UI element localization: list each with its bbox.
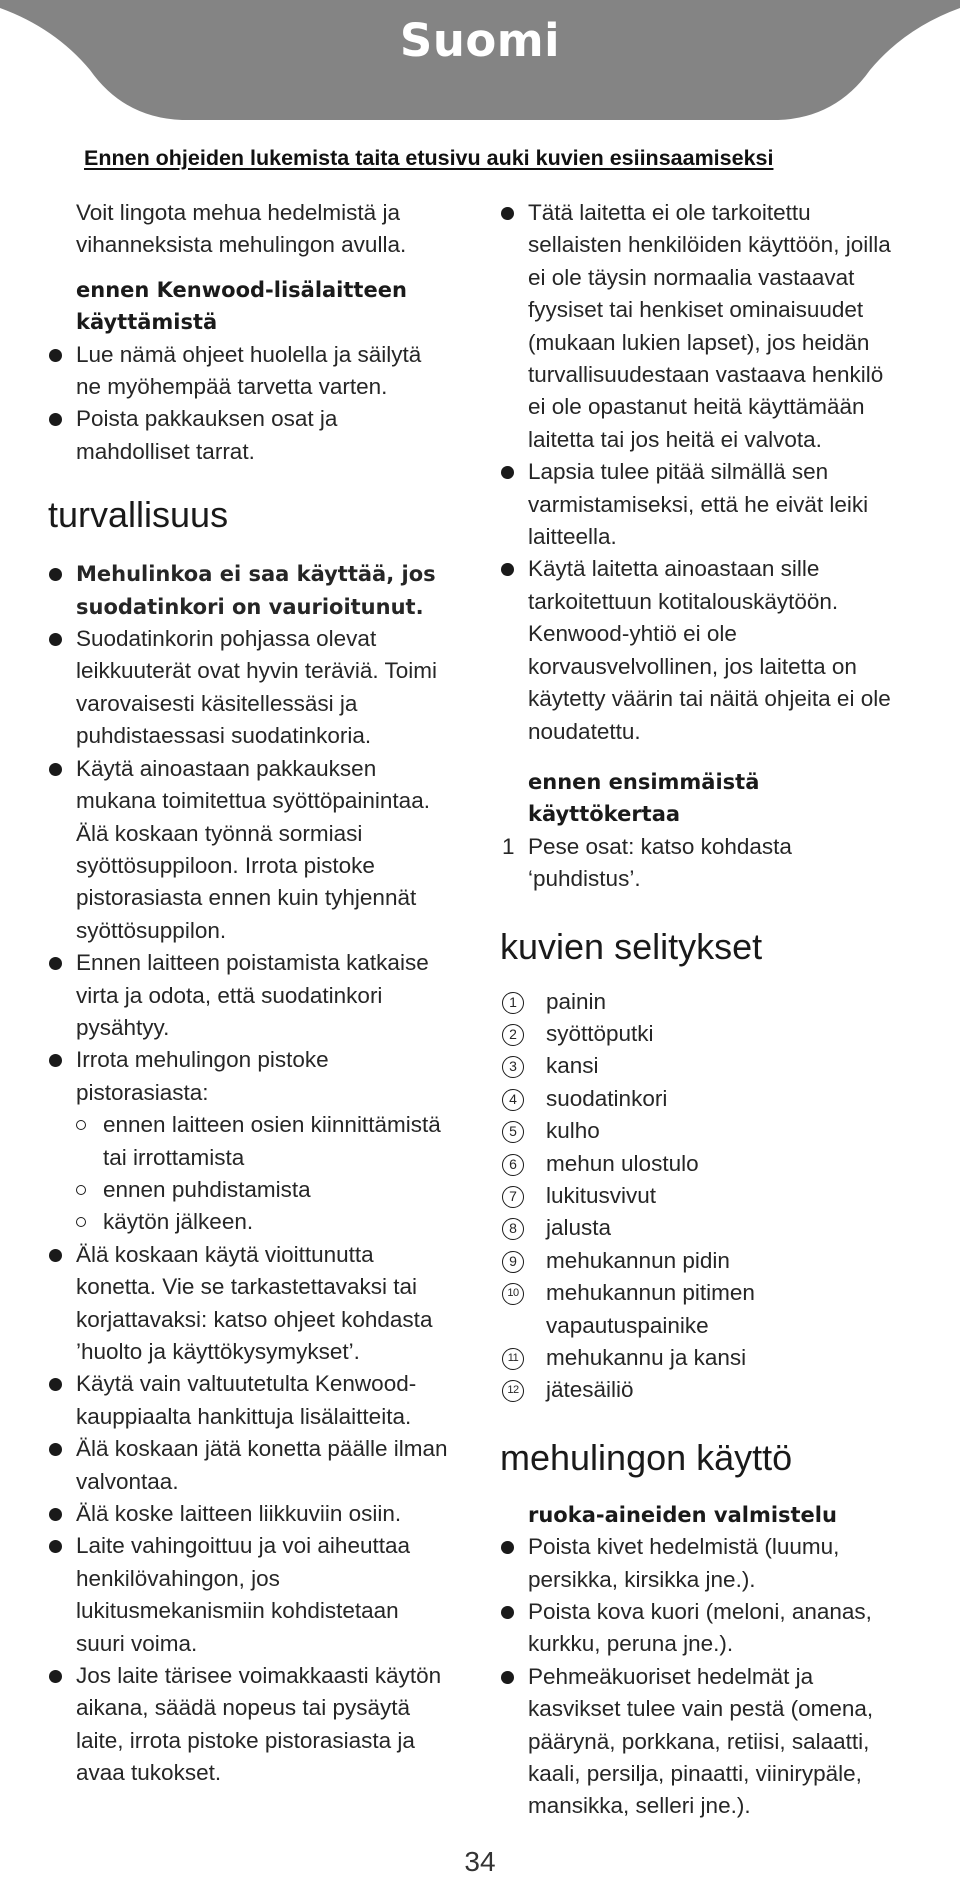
- bullet-icon: [49, 1540, 62, 1553]
- list-item: Irrota mehulingon pistoke pistorasiasta:: [48, 1044, 468, 1109]
- list-item: Poista kivet hedelmistä (luumu, persikka, kirsikka jne.).: [500, 1531, 920, 1596]
- left-column: [48, 197, 468, 1790]
- legend-item: 8 jalusta: [500, 1212, 920, 1244]
- legend-item: 7 lukitusvivut: [500, 1180, 920, 1212]
- usage-heading: mehulingon käyttö: [500, 1436, 793, 1478]
- bullet-icon: [49, 633, 62, 646]
- safety-heading: turvallisuus: [48, 494, 229, 536]
- bullet-icon: [501, 1541, 514, 1554]
- list-item: Suodatinkorin pohjassa olevat leikkuuterät ovat hyvin teräviä. Toimi varovaisesti käsitellessäsi ja puhdistaessasi suodatinkoria.: [48, 623, 468, 753]
- bullet-icon: [49, 1670, 62, 1683]
- right-column: [500, 197, 920, 1823]
- circled-number-icon: 3: [502, 1056, 524, 1078]
- open-circle-bullet-icon: [76, 1185, 86, 1195]
- circled-number-icon: 5: [502, 1121, 524, 1143]
- bullet-icon: [501, 466, 514, 479]
- bullet-icon: [501, 563, 514, 576]
- bullet-icon: [49, 763, 62, 776]
- legend-item: 11 mehukannu ja kansi: [500, 1342, 920, 1374]
- bullet-icon: [49, 568, 62, 581]
- sub-list-item: käytön jälkeen.: [48, 1206, 468, 1238]
- prep-heading: ruoka-aineiden valmistelu: [528, 1502, 837, 1527]
- bullet-icon: [49, 349, 62, 362]
- list-item: Käytä laitetta ainoastaan sille tarkoitettuun kotitalouskäytöön. Kenwood-yhtiö ei ole korvausvelvollinen, jos laitetta on käytetty väärin tai näitä ohjeita ei ole noudatettu.: [500, 553, 920, 747]
- page-title: Suomi: [399, 14, 561, 67]
- step-number: 1: [502, 833, 515, 859]
- safety-list: [48, 623, 468, 1109]
- bullet-icon: [501, 1606, 514, 1619]
- intro-paragraph: Voit lingota mehua hedelmistä ja vihanneksista mehulingon avulla.: [76, 200, 407, 258]
- legend-item: 5 kulho: [500, 1115, 920, 1147]
- list-item: Pehmeäkuoriset hedelmät ja kasvikset tulee vain pestä (omena, päärynä, porkkana, retiisi, salaatti, kaali, persilja, pinaatti, viinirypäle, mansikka, selleri jne.).: [500, 1661, 920, 1823]
- list-item: Käytä vain valtuutetulta Kenwood- kauppiaalta hankittuja lisälaitteita.: [48, 1368, 468, 1433]
- legend-item: 9 mehukannun pidin: [500, 1245, 920, 1277]
- legend-item: 4 suodatinkori: [500, 1083, 920, 1115]
- bullet-icon: [501, 1671, 514, 1684]
- circled-number-icon: 6: [502, 1154, 524, 1176]
- circled-number-icon: 8: [502, 1218, 524, 1240]
- bullet-icon: [49, 413, 62, 426]
- page-number: 34: [464, 1846, 496, 1877]
- circled-number-icon: 12: [502, 1380, 524, 1402]
- list-item: Lapsia tulee pitää silmällä sen varmistamiseksi, että he eivät leiki laitteella.: [500, 456, 920, 553]
- list-item: Älä koskaan käytä vioittunutta konetta. Vie se tarkastettavaksi tai korjattavaksi: katso ohjeet kohdasta ’huolto ja käyttökysymykset’.: [48, 1239, 468, 1369]
- legend-item: 6 mehun ulostulo: [500, 1148, 920, 1180]
- circled-number-icon: 1: [502, 992, 524, 1014]
- circled-number-icon: 7: [502, 1186, 524, 1208]
- legend-item: 10 mehukannun pitimen vapautuspainike: [500, 1277, 920, 1342]
- bullet-icon: [49, 957, 62, 970]
- before-use-heading: ennen Kenwood-lisälaitteen käyttämistä: [76, 277, 407, 335]
- safety-bold-item: Mehulinkoa ei saa käyttää, jos suodatinkori on vaurioitunut.: [48, 558, 468, 623]
- bullet-icon: [49, 1054, 62, 1067]
- open-circle-bullet-icon: [76, 1217, 86, 1227]
- sub-list-item: ennen laitteen osien kiinnittämistä tai irrottamista: [48, 1109, 468, 1174]
- bullet-icon: [49, 1378, 62, 1391]
- list-item: Jos laite tärisee voimakkaasti käytön aikana, säädä nopeus tai pysäytä laite, irrota pistoke pistorasiasta ja avaa tukokset.: [48, 1660, 468, 1790]
- legend-list: [500, 986, 920, 1407]
- prep-list: [500, 1531, 920, 1823]
- circled-number-icon: 10: [502, 1283, 524, 1305]
- safety-list-continued: [48, 1239, 468, 1790]
- safety-list-right: [500, 197, 920, 748]
- circled-number-icon: 9: [502, 1251, 524, 1273]
- first-use-step: 1 Pese osat: katso kohdasta ‘puhdistus’.: [500, 831, 920, 896]
- bullet-icon: [49, 1249, 62, 1262]
- list-item: Laite vahingoittuu ja voi aiheuttaa henkilövahingon, jos lukitusmekanismiin kohdistetaan suuri voima.: [48, 1530, 468, 1660]
- list-item: Tätä laitetta ei ole tarkoitettu sellaisten henkilöiden käyttöön, joilla ei ole täysin normaalia vastaavat fyysiset tai henkiset ominaisuudet (mukaan lukien lapset), jos heidän turvallisuudestaan vastaava henkilö ei ole opastanut heitä käyttämään laitetta tai jos heitä ei valvota.: [500, 197, 920, 456]
- circled-number-icon: 4: [502, 1089, 524, 1111]
- first-use-heading: ennen ensimmäistä käyttökertaa: [528, 769, 760, 827]
- circled-number-icon: 11: [502, 1348, 524, 1370]
- circled-number-icon: 2: [502, 1024, 524, 1046]
- list-item: Ennen laitteen poistamista katkaise virta ja odota, että suodatinkori pysähtyy.: [48, 947, 468, 1044]
- legend-item: 1 painin: [500, 986, 920, 1018]
- unplug-sublist: [48, 1109, 468, 1239]
- bullet-icon: [49, 1508, 62, 1521]
- fold-out-instruction: Ennen ohjeiden lukemista taita etusivu auki kuvien esiinsaamiseksi: [84, 146, 774, 170]
- legend-item: 3 kansi: [500, 1050, 920, 1082]
- bullet-icon: [49, 1443, 62, 1456]
- legend-item: 2 syöttöputki: [500, 1018, 920, 1050]
- list-item: Poista pakkauksen osat ja mahdolliset tarrat.: [48, 403, 468, 468]
- bullet-icon: [501, 207, 514, 220]
- open-circle-bullet-icon: [76, 1120, 86, 1130]
- legend-item: 12 jätesäiliö: [500, 1374, 920, 1406]
- list-item: Lue nämä ohjeet huolella ja säilytä ne myöhempää tarvetta varten.: [48, 339, 468, 404]
- list-item: Käytä ainoastaan pakkauksen mukana toimitettua syöttöpainintaa. Älä koskaan työnnä sormiasi syöttösuppiloon. Irrota pistoke pistorasiasta ennen kuin tyhjennät syöttösuppilon.: [48, 753, 468, 947]
- list-item: Poista kova kuori (meloni, ananas, kurkku, peruna jne.).: [500, 1596, 920, 1661]
- list-item: Älä koskaan jätä konetta päälle ilman valvontaa.: [48, 1433, 468, 1498]
- legend-heading: kuvien selitykset: [500, 925, 763, 967]
- sub-list-item: ennen puhdistamista: [48, 1174, 468, 1206]
- before-use-list: [48, 339, 468, 469]
- list-item: Älä koske laitteen liikkuviin osiin.: [48, 1498, 468, 1530]
